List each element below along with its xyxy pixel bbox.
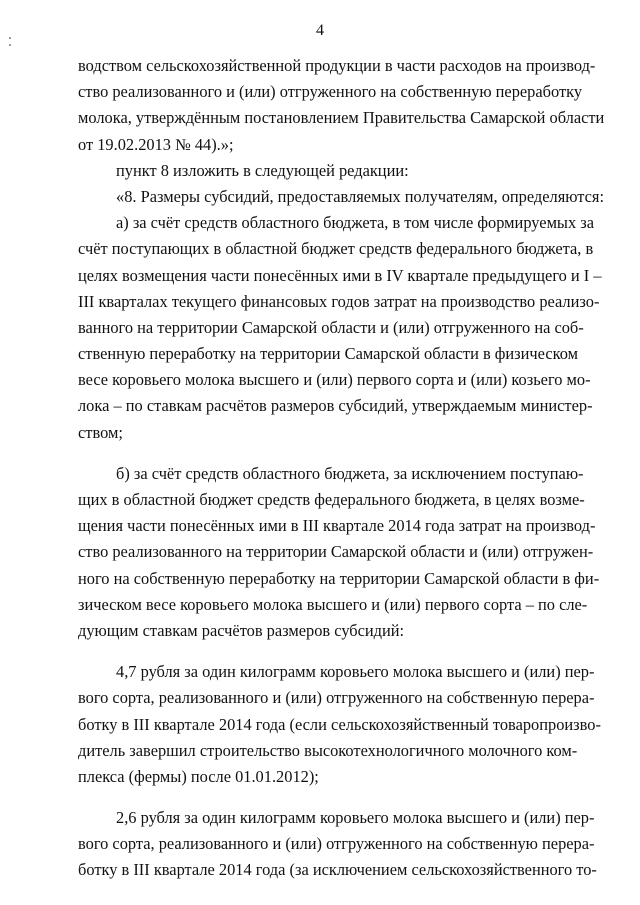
text-line: «8. Размеры субсидий, предоставляемых получателям, определяются: bbox=[116, 186, 605, 206]
text-line: дитель завершил строительство высокотехнологичного молочного ком- bbox=[78, 740, 578, 760]
text-line: молока, утверждённым постановлением Правительства Самарской области bbox=[78, 108, 605, 128]
text-line: III кварталах текущего финансовых годов затрат на производство реализо- bbox=[78, 291, 600, 311]
text-line: щения части понесённых ими в III квартале 2014 года затрат на производ- bbox=[78, 516, 596, 536]
text-line: водством сельскохозяйственной продукции в части расходов на производ- bbox=[78, 56, 596, 75]
text-line: счёт поступающих в областной бюджет средств федерального бюджета, в bbox=[78, 239, 594, 259]
text-line: зическом весе коровьего молока высшего и (или) первого сорта – по сле- bbox=[78, 594, 588, 614]
document-body bbox=[78, 53, 605, 884]
text-line: ного на собственную переработку на территории Самарской области в фи- bbox=[78, 568, 600, 588]
text-line: весе коровьего молока высшего и (или) первого сорта и (или) козьего мо- bbox=[78, 370, 591, 390]
text-line: целях возмещения части понесённых ими в IV квартале предыдущего и I – bbox=[78, 265, 602, 285]
text-line: вого сорта, реализованного и (или) отгруженного на собственную перера- bbox=[78, 688, 595, 708]
text-line: 2,6 рубля за один килограмм коровьего молока высшего и (или) пер- bbox=[116, 808, 595, 828]
text-line: ботку в III квартале 2014 года (если сельскохозяйственный товаропроизво- bbox=[78, 714, 601, 734]
text-line: ботку в III квартале 2014 года (за исключением сельскохозяйственного то- bbox=[78, 860, 597, 880]
text-line: б) за счёт средств областного бюджета, за исключением поступаю- bbox=[116, 463, 584, 483]
text-line: дующим ставкам расчётов размеров субсидий: bbox=[78, 620, 405, 640]
text-line: пункт 8 изложить в следующей редакции: bbox=[116, 160, 409, 180]
text-line: лока – по ставкам расчётов размеров субсидий, утверждаемым министер- bbox=[78, 396, 593, 416]
text-line: ством; bbox=[78, 422, 123, 442]
text-line: а) за счёт средств областного бюджета, в том числе формируемых за bbox=[116, 213, 594, 233]
text-line: ственную переработку на территории Самарской области в физическом bbox=[78, 344, 579, 364]
text-line: от 19.02.2013 № 44).»; bbox=[78, 134, 234, 154]
page-number: 4 bbox=[316, 22, 324, 39]
text-line: ванного на территории Самарской области и (или) отгруженного на соб- bbox=[78, 317, 584, 337]
text-line: щих в областной бюджет средств федерального бюджета, в целях возме- bbox=[78, 490, 585, 509]
text-line: ство реализованного и (или) отгруженного на собственную переработку bbox=[78, 82, 583, 102]
scan-artifact bbox=[9, 44, 11, 46]
text-line: плекса (фермы) после 01.01.2012); bbox=[78, 766, 319, 786]
text-line: вого сорта, реализованного и (или) отгруженного на собственную перера- bbox=[78, 834, 595, 854]
text-line: ство реализованного на территории Самарской области и (или) отгружен- bbox=[78, 542, 594, 562]
text-line: 4,7 рубля за один килограмм коровьего молока высшего и (или) пер- bbox=[116, 662, 595, 682]
